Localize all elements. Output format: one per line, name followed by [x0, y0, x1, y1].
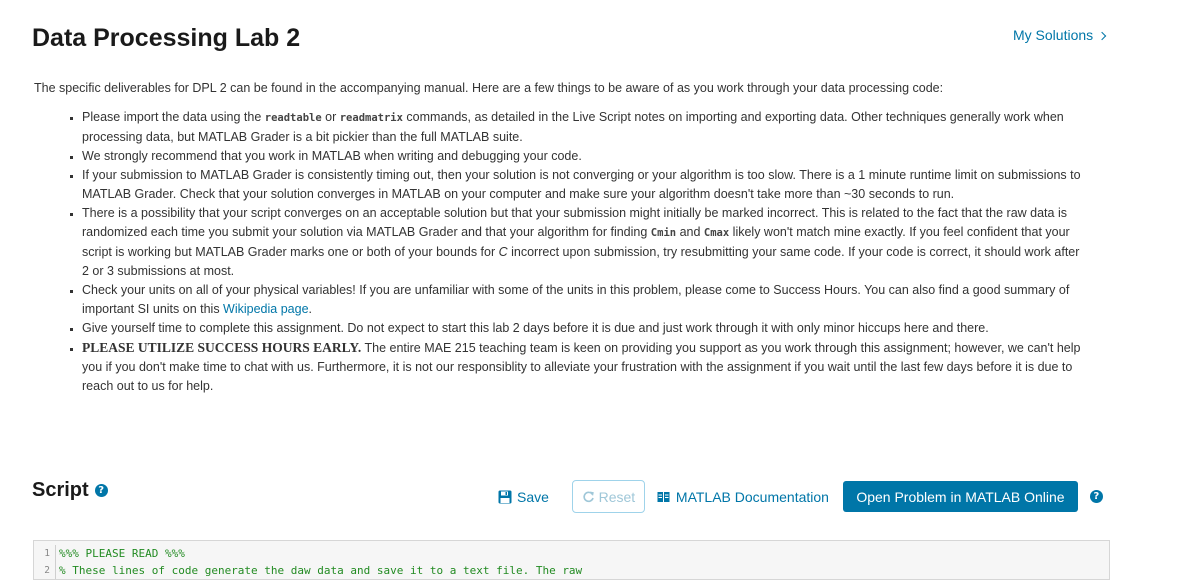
reset-label: Reset	[598, 488, 636, 505]
text: commands, as detailed in the Live Script notes on importing and exporting data. Other techniques generally work when processing data, but MATLAB Grader is a bit pickier than the full MATLAB suite.	[82, 110, 1064, 144]
text: incorrect upon submission, try resubmitting your same code. If your code is correct, it should work after 2 or 3 submissions at most.	[82, 245, 1080, 278]
toolbar-help-icon[interactable]: ?	[1090, 490, 1103, 503]
reset-button[interactable]	[572, 480, 645, 513]
script-heading	[32, 479, 108, 502]
code-text: %%% PLEASE READ %%%	[59, 547, 185, 560]
guidelines-list	[58, 108, 1083, 396]
code-cmax: Cmax	[703, 227, 730, 239]
text: and	[676, 225, 704, 239]
var-c: C	[498, 245, 508, 259]
reset-arrow-icon	[582, 490, 595, 503]
book-icon	[657, 491, 670, 503]
text: Give yourself time to complete this assignment. Do not expect to start this lab 2 days before it is due and just work through it with only minor hiccups here and there.	[82, 321, 989, 335]
list-item	[82, 147, 1083, 166]
script-toolbar	[498, 480, 1103, 513]
list-item	[82, 166, 1083, 204]
save-button[interactable]	[498, 489, 549, 505]
emphasis-text: PLEASE UTILIZE SUCCESS HOURS EARLY.	[82, 340, 362, 355]
code-readmatrix: readmatrix	[339, 112, 403, 124]
open-in-matlab-online-button[interactable]: Open Problem in MATLAB Online	[843, 481, 1078, 512]
list-item	[82, 281, 1083, 319]
list-item	[82, 338, 1083, 396]
my-solutions-link[interactable]	[1013, 27, 1105, 43]
text: The entire MAE 215 teaching team is keen on providing you support as you work through this assignment; however, we can't help you if you don't make time to chat with us. Furthermore, it is not our responsiblity to alleviate your frustration with the assignment if you wait until the last few days before it is due to reach out to us for help.	[82, 341, 1081, 393]
code-line	[34, 545, 1109, 562]
code-editor[interactable]	[33, 540, 1110, 580]
text: Check your units on all of your physical variables! If you are unfamiliar with some of the units in this problem, please come to Success Hours. You can also find a good summary of important SI units on this	[82, 283, 1070, 316]
save-label: Save	[517, 488, 549, 505]
list-item	[82, 204, 1083, 281]
script-title: Script	[32, 479, 89, 501]
text: If your submission to MATLAB Grader is consistently timing out, then your solution is not converging or your algorithm is too slow. There is a 1 minute runtime limit on submissions to MATLAB Grader. Check that your solution converges in MATLAB on your computer and make sure your algorithm doesn't take more than ~30 seconds to run.	[82, 168, 1081, 201]
line-number: 2	[34, 562, 56, 579]
code-text: % These lines of code generate the daw data and save it to a text file. The raw	[59, 564, 583, 577]
chevron-right-icon	[1098, 31, 1106, 39]
list-item	[82, 319, 1083, 338]
text: We strongly recommend that you work in MATLAB when writing and debugging your code.	[82, 149, 582, 163]
text: or	[321, 110, 340, 124]
list-item	[82, 108, 1083, 147]
text: likely won't match mine exactly. If you feel confident that your script is working but MATLAB Grader marks one or both of your bounds for	[82, 225, 1070, 259]
my-solutions-label: My Solutions	[1013, 27, 1094, 43]
line-number: 1	[34, 545, 56, 562]
help-icon[interactable]: ?	[95, 484, 108, 497]
code-line	[34, 562, 1109, 579]
floppy-disk-icon	[498, 490, 512, 504]
code-readtable: readtable	[264, 112, 322, 124]
code-cmin: Cmin	[650, 227, 677, 239]
intro-text: The specific deliverables for DPL 2 can be found in the accompanying manual. Here are a few things to be aware of as you work through your data processing code:	[34, 81, 944, 95]
text: There is a possibility that your script converges on an acceptable solution but that your submission might initially be marked incorrect. This is related to the fact that the raw data is randomized each time you submit your solution via MATLAB Grader and that your algorithm for finding	[82, 206, 1067, 239]
documentation-label: MATLAB Documentation	[675, 488, 829, 505]
text: Please import the data using the	[82, 110, 265, 124]
page-title: Data Processing Lab 2	[32, 24, 301, 52]
matlab-documentation-button[interactable]	[657, 489, 829, 505]
text: .	[308, 302, 312, 316]
wikipedia-link[interactable]: Wikipedia page	[223, 302, 309, 316]
